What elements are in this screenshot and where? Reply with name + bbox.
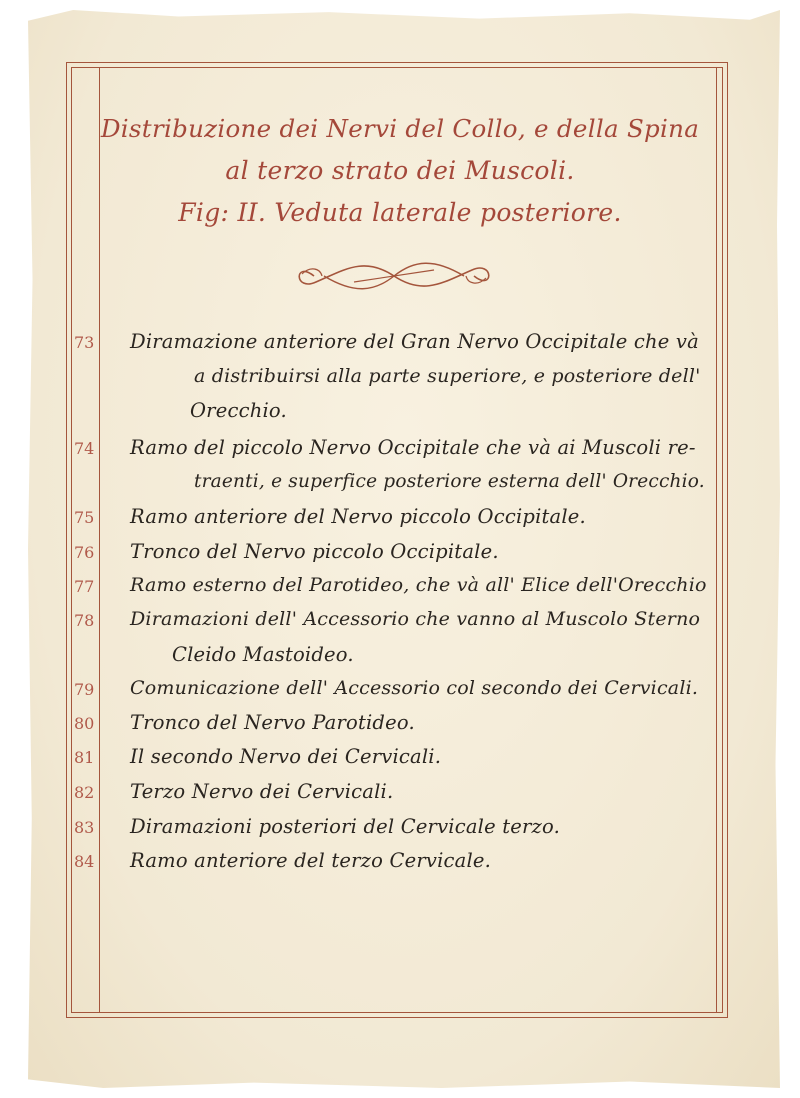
entry-text-line: Cleido Mastoideo. xyxy=(172,642,354,666)
entry-text-line: Ramo anteriore del Nervo piccolo Occipitale. xyxy=(130,505,586,528)
entry-text-line: traenti, e superfice posteriore esterna dell' Orecchio. xyxy=(194,470,705,492)
title-line-3: Fig: II. Veduta laterale posteriore. xyxy=(178,198,622,227)
entry-text-line: Tronco del Nervo piccolo Occipitale. xyxy=(130,540,499,563)
entry-text-line: Diramazioni dell' Accessorio che vanno al Muscolo Sterno xyxy=(130,608,701,630)
entry-number: 76 xyxy=(74,543,95,562)
entry-text-line: Diramazione anteriore del Gran Nervo Occipitale che và xyxy=(130,330,699,353)
entry-text-line: Ramo esterno del Parotideo, che và all' Elice dell'Orecchio xyxy=(130,574,707,596)
entry-text-line: Terzo Nervo dei Cervicali. xyxy=(130,780,394,803)
calligraphic-flourish-icon xyxy=(284,252,504,300)
entry-number: 81 xyxy=(74,748,95,767)
entry-text-line: Comunicazione dell' Accessorio col secondo dei Cervicali. xyxy=(130,677,699,699)
title-line-1: Distribuzione dei Nervi del Collo, e della Spina xyxy=(100,114,700,143)
entry-text-line: Ramo anteriore del terzo Cervicale. xyxy=(130,849,492,872)
entry-number: 74 xyxy=(74,439,95,458)
entry-text-line: a distribuirsi alla parte superiore, e posteriore dell' xyxy=(194,364,701,387)
entry-number: 80 xyxy=(74,714,95,733)
right-margin-rule xyxy=(716,67,717,1013)
title-block xyxy=(100,108,700,234)
entry-number: 73 xyxy=(74,333,95,352)
entry-text-line: Orecchio. xyxy=(190,399,287,422)
entry-number: 84 xyxy=(74,852,95,871)
entry-number: 82 xyxy=(74,783,95,802)
entry-number: 75 xyxy=(74,508,95,527)
entry-text-line: Diramazioni posteriori del Cervicale terzo. xyxy=(130,815,561,838)
entry-number: 83 xyxy=(74,818,95,837)
entry-text-line: Ramo del piccolo Nervo Occipitale che và ai Muscoli re- xyxy=(130,436,696,459)
entry-number: 79 xyxy=(74,680,95,699)
entry-number: 77 xyxy=(74,577,95,596)
entry-number: 78 xyxy=(74,611,95,630)
title-line-2: al terzo strato dei Muscoli. xyxy=(225,156,575,185)
entry-text-line: Il secondo Nervo dei Cervicali. xyxy=(130,745,442,768)
entry-text-line: Tronco del Nervo Parotideo. xyxy=(130,711,415,734)
